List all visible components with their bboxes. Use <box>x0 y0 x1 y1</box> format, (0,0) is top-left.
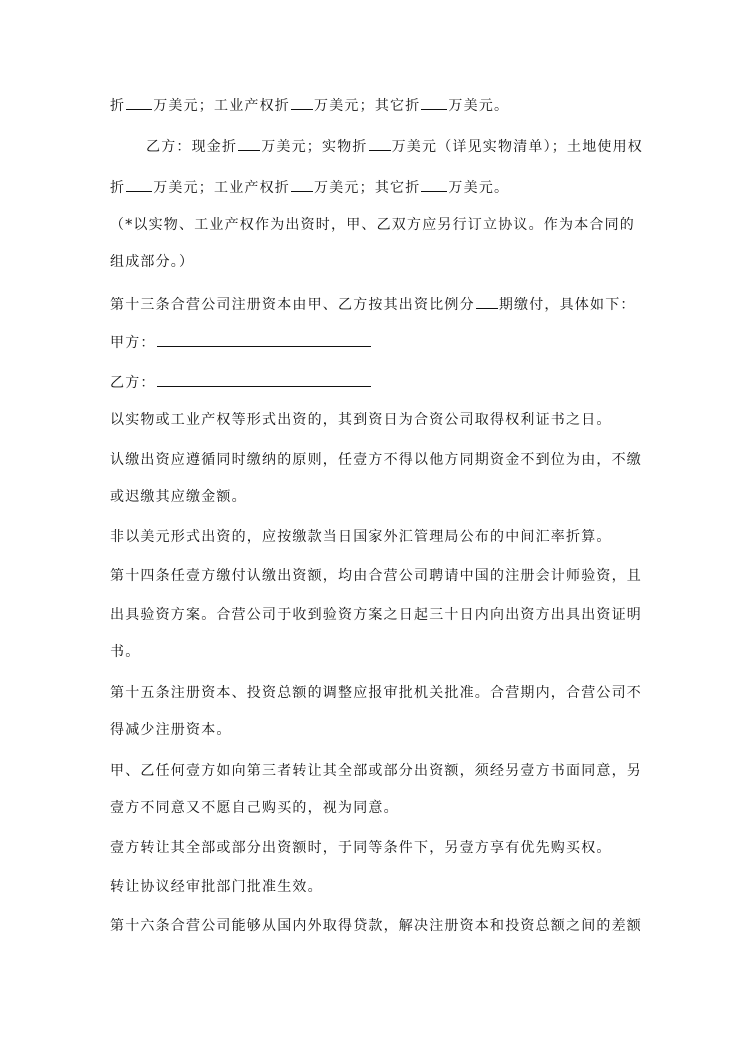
text-line <box>146 136 670 157</box>
fill-blank <box>421 95 447 110</box>
text-fragment: 万美元；其它折 <box>314 98 421 114</box>
text-fragment: 万美元；工业产权折 <box>153 98 291 114</box>
fill-blank <box>126 177 152 192</box>
text-fragment: 折 <box>110 180 126 196</box>
article-16-heading: 第十六条合营公司能够从国内外取得贷款，解决注册资本和投资总额之间的差额 <box>110 918 642 934</box>
fill-blank <box>291 177 313 192</box>
party-a-blank <box>157 332 371 347</box>
text-line: 壹方转让其全部或部分出资额时，于同等条件下，另壹方享有优先购买权。 <box>110 840 612 856</box>
text-fragment: 万美元（详见实物清单）；土地使用权 <box>391 139 644 155</box>
text-line <box>110 95 634 116</box>
party-b-line <box>110 372 634 393</box>
text-fragment: 乙方：现金折 <box>146 139 238 155</box>
fill-blank <box>369 136 391 151</box>
party-a-label: 甲方： <box>110 335 156 351</box>
text-fragment: 万美元；工业产权折 <box>153 180 291 196</box>
fill-blank <box>126 95 152 110</box>
text-fragment: 万美元。 <box>448 180 510 196</box>
text-line: 壹方不同意又不愿自己购买的，视为同意。 <box>110 800 399 816</box>
text-line: 转让协议经审批部门批准生效。 <box>110 879 323 895</box>
fill-blank <box>476 294 498 309</box>
text-line: 得减少注册资本。 <box>110 722 232 738</box>
article-13-heading <box>110 294 634 315</box>
article-14-heading: 第十四条任壹方缴付认缴出资额，均由合营公司聘请中国的注册会计师验资，且 <box>110 568 642 584</box>
text-line: 书。 <box>110 644 141 660</box>
text-line: （*以实物、工业产权作为出资时，甲、乙双方应另行订立协议。作为本合同的 <box>110 217 635 233</box>
text-line: 出具验资方案。合营公司于收到验资方案之日起三十日内向出资方出具出资证明 <box>110 607 642 623</box>
fill-blank <box>291 95 313 110</box>
party-a-line <box>110 332 634 353</box>
text-line <box>110 177 634 198</box>
text-fragment: 万美元；实物折 <box>261 139 368 155</box>
text-fragment: 万美元；其它折 <box>314 180 421 196</box>
text-line: 以实物或工业产权等形式出资的，其到资日为合资公司取得权利证书之日。 <box>110 412 612 428</box>
text-line: 或迟缴其应缴金额。 <box>110 489 247 505</box>
text-fragment: 折 <box>110 98 126 114</box>
fill-blank <box>238 136 260 151</box>
text-fragment: 第十三条合营公司注册资本由甲、乙方按其出资比例分 <box>110 297 475 313</box>
text-fragment: 期缴付，具体如下： <box>498 297 636 313</box>
article-15-heading: 第十五条注册资本、投资总额的调整应报审批机关批准。合营期内，合营公司不 <box>110 685 642 701</box>
party-b-blank <box>157 372 371 387</box>
party-b-label: 乙方： <box>110 375 156 391</box>
text-line: 甲、乙任何壹方如向第三者转让其全部或部分出资额，须经另壹方书面同意，另 <box>110 763 642 779</box>
fill-blank <box>421 177 447 192</box>
text-line: 组成部分。） <box>110 254 195 270</box>
text-line: 非以美元形式出资的，应按缴款当日国家外汇管理局公布的中间汇率折算。 <box>110 529 612 545</box>
text-line: 认缴出资应遵循同时缴纳的原则，任壹方不得以他方同期资金不到位为由，不缴 <box>110 452 642 468</box>
text-fragment: 万美元。 <box>448 98 510 114</box>
